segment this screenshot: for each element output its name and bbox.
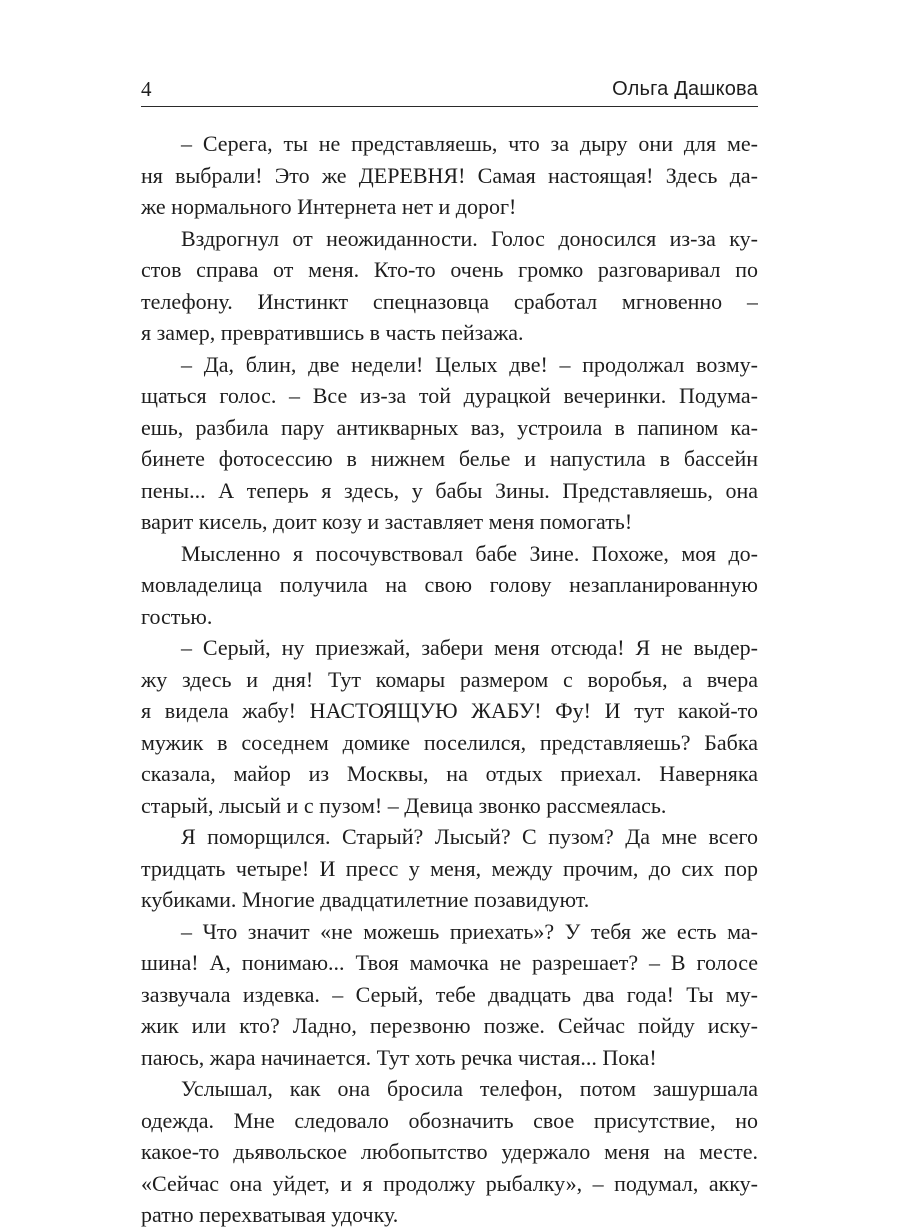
text-line: ешь, разбила пару антикварных ваз, устроила в папином ка-	[141, 414, 758, 440]
page-header	[141, 74, 758, 104]
text-line: – Серега, ты не представляешь, что за дыру они для ме-	[181, 131, 758, 156]
text-line: – Серый, ну приезжай, забери меня отсюда! Я не выдер-	[181, 635, 758, 660]
text-line: телефону. Инстинкт спецназовца сработал мгновенно –	[141, 288, 758, 314]
text-line: какое-то дьявольское любопытство удержало меня на месте.	[141, 1139, 758, 1164]
text-line: бинете фотосессию в нижнем белье и напустила в бассейн	[141, 446, 758, 471]
text-line: тридцать четыре! И пресс у меня, между прочим, до сих пор	[141, 855, 758, 881]
text-line: я видела жабу! НАСТОЯЩУЮ ЖАБУ! Фу! И тут какой-то	[141, 698, 758, 723]
header-divider	[141, 106, 758, 107]
text-line: Я поморщился. Старый? Лысый? С пузом? Да мне всего	[181, 824, 758, 849]
text-line: кубиками. Многие двадцатилетние позавидуют.	[141, 887, 590, 912]
text-line: Мысленно я посочувствовал бабе Зине. Похоже, моя до-	[181, 540, 758, 566]
text-line: жик или кто? Ладно, перезвоню позже. Сейчас пойду иску-	[141, 1013, 758, 1038]
text-line: ратно перехватывая удочку.	[141, 1202, 399, 1227]
text-line: пены... А теперь я здесь, у бабы Зины. Представляешь, она	[141, 477, 758, 503]
text-line: – Что значит «не можешь приехать»? У тебя же есть ма-	[181, 918, 758, 944]
text-line: варит кисель, доит козу и заставляет меня помогать!	[141, 509, 633, 534]
body-text	[141, 128, 758, 1231]
text-line: стов справа от меня. Кто-то очень громко разговаривал по	[141, 257, 758, 282]
text-line: жу здесь и дня! Тут комары размером с воробья, а вчера	[141, 666, 758, 692]
text-line: старый, лысый и с пузом! – Девица звонко рассмеялась.	[141, 792, 667, 818]
text-line: гостью.	[141, 603, 213, 629]
text-line: мовладелица получила на свою голову незапланированную	[141, 572, 758, 597]
text-line: Вздрогнул от неожиданности. Голос доносился из-за ку-	[181, 225, 758, 251]
text-line: я замер, превратившись в часть пейзажа.	[141, 320, 524, 345]
text-line: мужик в соседнем домике поселился, представляешь? Бабка	[141, 729, 758, 755]
text-line: сказала, майор из Москвы, на отдых приехал. Наверняка	[141, 761, 758, 786]
text-line: – Да, блин, две недели! Целых две! – продолжал возму-	[181, 351, 758, 377]
running-head-author: Ольга Дашкова	[612, 78, 758, 100]
text-line: зазвучала издевка. – Серый, тебе двадцать два года! Ты му-	[141, 981, 758, 1007]
text-line: «Сейчас она уйдет, и я продолжу рыбалку», – подумал, акку-	[141, 1170, 758, 1196]
text-line: щаться голос. – Все из-за той дурацкой вечеринки. Подума-	[141, 383, 758, 408]
text-line: одежда. Мне следовало обозначить свое присутствие, но	[141, 1107, 758, 1133]
text-line: ня выбрали! Это же ДЕРЕВНЯ! Самая настоящая! Здесь да-	[141, 162, 758, 188]
text-line: Услышал, как она бросила телефон, потом зашуршала	[181, 1076, 758, 1101]
text-line: же нормального Интернета нет и дорог!	[141, 194, 517, 219]
page-number: 4	[141, 77, 152, 101]
text-line: паюсь, жара начинается. Тут хоть речка чистая... Пока!	[141, 1044, 657, 1070]
text-line: шина! А, понимаю... Твоя мамочка не разрешает? – В голосе	[141, 950, 758, 975]
